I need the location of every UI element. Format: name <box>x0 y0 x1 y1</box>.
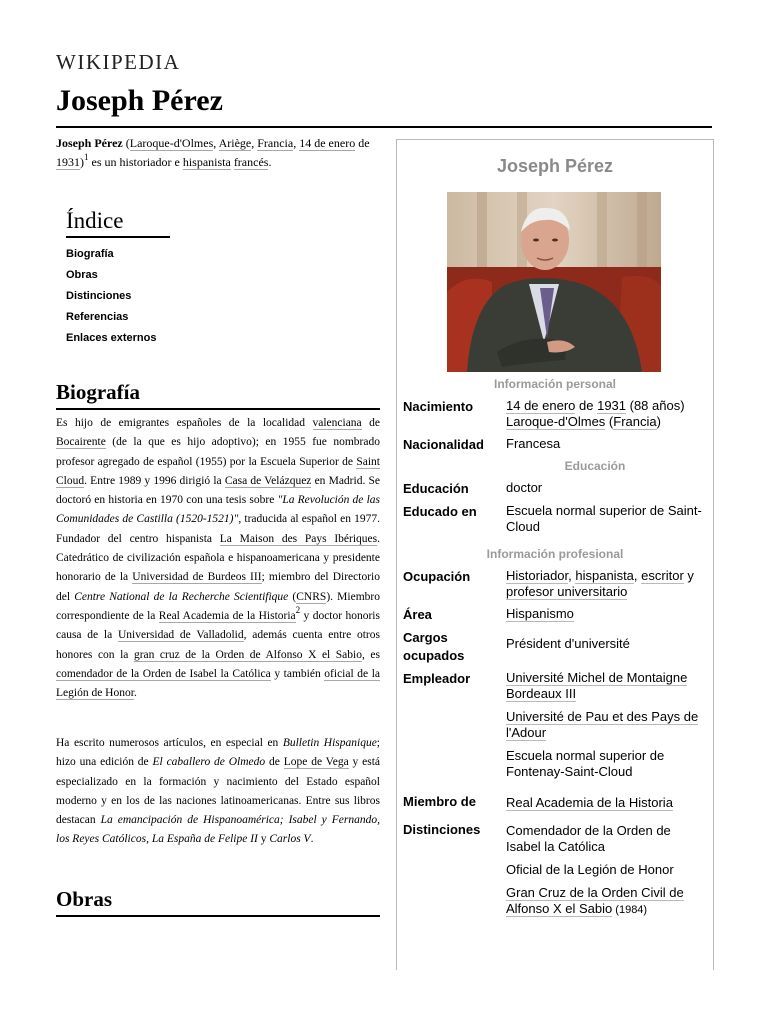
link-legion[interactable]: oficial de la Legión de Honor <box>56 667 380 700</box>
infobox-header-profesional: Información profesional <box>486 547 624 561</box>
link-rah[interactable]: Real Academia de la Historia <box>158 609 296 622</box>
section-heading-biografia: Biografía <box>56 380 380 410</box>
link-profesor[interactable]: profesor universitario <box>506 584 628 599</box>
ref-2[interactable]: 2 <box>295 604 301 615</box>
link-birth-country[interactable]: Francia <box>613 414 657 429</box>
infobox-header-educacion: Educación <box>564 459 626 473</box>
link-valladolid[interactable]: Universidad de Valladolid <box>117 629 244 642</box>
link-isabel[interactable]: comendador de la Orden de Isabel la Católica <box>56 667 271 680</box>
link-valenciana[interactable]: valenciana <box>312 417 362 429</box>
toc-item-distinciones[interactable]: Distinciones <box>66 290 132 302</box>
link-pau[interactable]: Université de Pau et des Pays de l'Adour <box>506 709 699 740</box>
link-saint-cloud[interactable]: Saint Cloud <box>56 455 380 487</box>
title-divider <box>56 126 712 128</box>
distinction-legion: Oficial de la Legión de Honor <box>506 862 674 877</box>
link-alfonso-x-ib[interactable]: Gran Cruz de la Orden Civil de Alfonso X el Sabio <box>506 885 684 916</box>
link-lope[interactable]: Lope de Vega <box>283 756 349 769</box>
link-hispanista-ib[interactable]: hispanista <box>575 568 634 583</box>
infobox-header-personal: Información personal <box>493 377 617 391</box>
employer-fontenay: Escuela normal superior de Fontenay-Saint-Cloud <box>506 748 665 779</box>
wikipedia-logo[interactable]: WIKIPEDIA <box>56 50 181 74</box>
toc-item-obras[interactable]: Obras <box>66 269 98 281</box>
link-birth-place[interactable]: Laroque-d'Olmes <box>506 414 606 429</box>
portrait-photo[interactable] <box>447 192 661 372</box>
link-date[interactable]: 14 de enero <box>299 136 356 150</box>
table-of-contents <box>66 208 176 349</box>
toc-item-enlaces[interactable]: Enlaces externos <box>66 332 157 344</box>
link-birth-date[interactable]: 14 de enero <box>506 398 576 413</box>
link-francia[interactable]: Francia <box>257 136 294 150</box>
infobox-title: Joseph Pérez <box>496 156 614 176</box>
link-alfonso-x[interactable]: gran cruz de la Orden de Alfonso X el Sabio <box>133 648 362 661</box>
page-title: Joseph Pérez <box>56 84 223 117</box>
link-hispanismo[interactable]: Hispanismo <box>506 606 574 621</box>
link-frances[interactable]: francés <box>233 155 269 169</box>
link-rah-ib[interactable]: Real Academia de la Historia <box>506 795 673 810</box>
link-escritor[interactable]: escritor <box>641 568 684 583</box>
link-birth-year[interactable]: 1931 <box>597 398 627 413</box>
link-maison[interactable]: La Maison des Pays Ibériques <box>219 532 378 545</box>
link-casa-velazquez[interactable]: Casa de Velázquez <box>224 474 312 487</box>
lead-name: Joseph Pérez <box>56 136 123 150</box>
link-bordeaux[interactable]: Université Michel de Montaigne Bordeaux III <box>506 670 688 701</box>
toc-item-referencias[interactable]: Referencias <box>66 311 129 323</box>
link-laroque[interactable]: Laroque-d'Olmes <box>129 136 214 150</box>
link-ariege[interactable]: Ariège <box>218 136 252 150</box>
link-bocairente[interactable]: Bocairente <box>56 436 106 449</box>
section-heading-obras: Obras <box>56 887 380 917</box>
link-historiador[interactable]: Historiador <box>506 568 569 583</box>
distinction-isabel: Comendador de la Orden de Isabel la Católica <box>506 823 671 854</box>
ref-1[interactable]: 1 <box>84 152 89 162</box>
infobox: Joseph Pérez Información personal Nacimiento 14 de enero de 1931 (88 años) Laroque-d'Olmes (Francia) Nacionalidad Francesa Educación Educación doctor Educado en Escuela normal superior de Saint-Cloud Información profesional Ocupación Historiador, hispanista, escritor y profesor universitario Área Hispanismo Cargos ocupados Président d'université Empleador Université Michel de Montaigne Bordeaux III Université de Pau et des Pays de l'Adour Escuela normal superior de Fontenay-Saint-Cloud Miembro de Real Academia de la Historia Distinciones Comendador de la Orden de Isabel la Católica Oficial de la Legión de Honor Gran Cruz de la Orden Civil de Alfonso X el Sabio (1984) <box>396 139 714 970</box>
toc-item-biografia[interactable]: Biografía <box>66 248 114 260</box>
link-burdeos[interactable]: Universidad de Burdeos III <box>132 571 262 584</box>
portrait-image <box>447 192 661 372</box>
bio-paragraph-2: Ha escrito numerosos artículos, en especial en Bulletin Hispanique; hizo una edición de El caballero de Olmedo de Lope de Vega y está especializado en la formación y nacimiento del Estado español moderno y en los de las naciones latinoamericanas. Entre sus libros destacan La emancipación de Hispanoamérica; Isabel y Fernando, los Reyes Católicos, La España de Felipe II y Carlos V. <box>56 737 381 846</box>
lead-paragraph: Joseph Pérez (Laroque-d'Olmes, Ariège, Francia, 14 de enero de 1931)$^1$ es un historiador e hispanista francés. <box>56 136 370 169</box>
toc-heading: Índice <box>66 208 170 238</box>
link-cnrs[interactable]: CNRS <box>296 590 327 603</box>
link-year[interactable]: 1931 <box>56 155 80 169</box>
link-hispanista[interactable]: hispanista <box>182 155 231 169</box>
bio-paragraph-1: Es hijo de emigrantes españoles de la localidad valenciana de Bocairente (de la que es hijo adoptivo); en 1955 fue nombrado profesor agregado de español (1955) por la Escuela Superior de Saint Cloud. Entre 1989 y 1996 dirigió la Casa de Velázquez en Madrid. Se doctoró en historia en 1970 con una tesis sobre "La Revolución de las Comunidades de Castilla (1520-1521)", traducida al español en 1977. Fundador del centro hispanista La Maison des Pays Ibériques. Catedrático de civilización española e hispanoamericana y presidente honorario de la Universidad de Burdeos III; miembro del Directorio del Centre National de la Recherche Scientifique (CNRS). Miembro correspondiente de la Real Academia de la Historia$^2$ y doctor honoris causa de la Universidad de Valladolid, además cuenta entre otros honores con la gran cruz de la Orden de Alfonso X el Sabio, es comendador de la Orden de Isabel la Católica y también oficial de la Legión de Honor. <box>56 417 380 700</box>
